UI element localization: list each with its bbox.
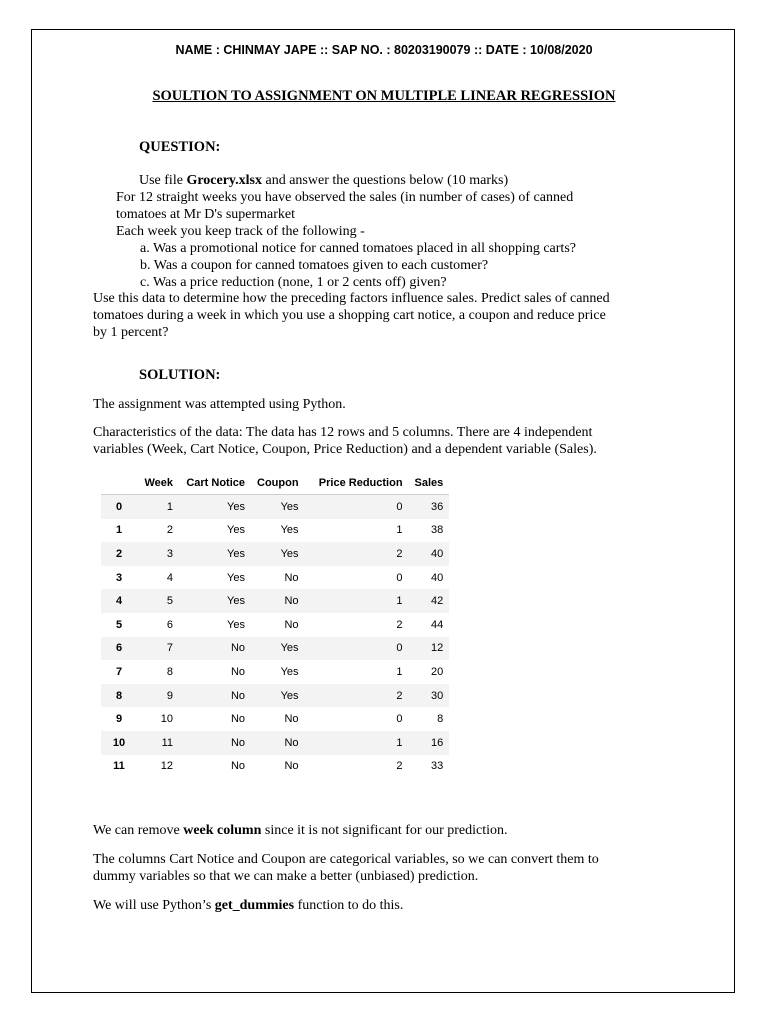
cart-notice-cell: Yes: [227, 524, 245, 537]
question-line-4: Each week you keep track of the following -: [116, 224, 365, 239]
solution-paragraph-2-line-1: Characteristics of the data: The data has 12 rows and 5 columns. There are 4 independent: [93, 425, 593, 440]
question-line-7: by 1 percent?: [93, 325, 169, 340]
solution-paragraph-4-line-1: The columns Cart Notice and Coupon are categorical variables, so we can convert them to: [93, 852, 599, 867]
price-reduction-cell: 2: [396, 760, 403, 773]
price-reduction-cell: 0: [305, 637, 409, 661]
week-cell: 11: [137, 731, 179, 755]
table-row: [101, 589, 449, 613]
week-cell: 1: [137, 495, 179, 519]
table-body: [101, 495, 449, 779]
solution-paragraph-1: The assignment was attempted using Python.: [93, 397, 346, 412]
coupon-cell: No: [251, 731, 305, 755]
cart-notice-cell: No: [230, 665, 245, 678]
column-header-coupon: Coupon: [251, 472, 305, 495]
price-reduction-cell: 2: [305, 542, 409, 566]
sales-cell: 36: [409, 495, 450, 519]
table-row: [101, 495, 449, 519]
price-reduction-cell: 0: [305, 495, 409, 519]
table-row: [101, 519, 449, 543]
column-header-week: Week: [137, 472, 179, 495]
coupon-cell: No: [284, 760, 299, 773]
cart-notice-cell: No: [179, 637, 251, 661]
row-index: 1: [115, 524, 123, 537]
cart-notice-cell: Yes: [227, 618, 245, 631]
row-index: 5: [115, 618, 123, 631]
row-index: 9: [115, 713, 123, 726]
question-line-6: tomatoes during a week in which you use a shopping cart notice, a coupon and reduce price: [93, 308, 606, 323]
table-row: [101, 660, 449, 684]
sales-cell: 16: [409, 731, 450, 755]
week-cell: 6: [166, 618, 173, 631]
solution-paragraph-2-line-2: variables (Week, Cart Notice, Coupon, Price Reduction) and a dependent variable (Sales).: [93, 442, 597, 457]
price-reduction-cell: 1: [396, 524, 403, 537]
coupon-cell: Yes: [251, 684, 305, 708]
table-row: [101, 707, 449, 731]
row-index: 7: [115, 665, 123, 678]
table-row: [101, 613, 449, 637]
cart-notice-cell: No: [179, 731, 251, 755]
coupon-cell: Yes: [251, 542, 305, 566]
question-line-5: Use this data to determine how the preceding factors influence sales. Predict sales of canned: [93, 291, 610, 306]
question-line-1: Use file Grocery.xlsx and answer the questions below (10 marks): [139, 173, 509, 188]
week-cell: 4: [166, 571, 173, 584]
coupon-cell: Yes: [280, 524, 299, 537]
week-cell: 12: [160, 760, 173, 773]
table-row: [101, 566, 449, 590]
cart-notice-cell: No: [230, 713, 245, 726]
sales-cell: 44: [431, 618, 444, 631]
row-index: 8: [101, 684, 137, 708]
sales-cell: 33: [431, 760, 444, 773]
week-cell: 9: [137, 684, 179, 708]
solution-paragraph-3: We can remove week column since it is not significant for our prediction.: [93, 823, 508, 838]
cart-notice-cell: Yes: [179, 495, 251, 519]
sales-cell: 40: [409, 542, 450, 566]
question-line-3: tomatoes at Mr D's supermarket: [116, 207, 296, 222]
row-index: 3: [115, 571, 123, 584]
sales-cell: 12: [409, 637, 450, 661]
solution-heading: SOLUTION:: [139, 367, 221, 383]
price-reduction-cell: 0: [396, 571, 403, 584]
solution-paragraph-4-line-2: dummy variables so that we can make a better (unbiased) prediction.: [93, 869, 479, 884]
column-header-cart-notice: Cart Notice: [179, 472, 251, 495]
week-cell: 7: [137, 637, 179, 661]
sales-cell: 30: [409, 684, 450, 708]
cart-notice-cell: Yes: [179, 589, 251, 613]
sales-cell: 8: [437, 713, 444, 726]
document-title: SOULTION TO ASSIGNMENT ON MULTIPLE LINEAR REGRESSION: [152, 88, 616, 104]
table-row: [101, 542, 449, 566]
cart-notice-cell: No: [230, 760, 245, 773]
price-reduction-cell: 0: [396, 713, 403, 726]
week-cell: 2: [166, 524, 173, 537]
coupon-cell: No: [284, 713, 299, 726]
week-cell: 10: [160, 713, 173, 726]
column-header-index: [101, 472, 137, 495]
week-cell: 5: [137, 589, 179, 613]
row-index: 6: [101, 637, 137, 661]
cart-notice-cell: No: [179, 684, 251, 708]
price-reduction-cell: 1: [305, 731, 409, 755]
question-item-b: b. Was a coupon for canned tomatoes given to each customer?: [140, 258, 489, 273]
question-item-c: c. Was a price reduction (none, 1 or 2 cents off) given?: [140, 275, 447, 290]
row-index: 10: [101, 731, 137, 755]
price-reduction-cell: 1: [396, 665, 403, 678]
row-index: 4: [101, 589, 137, 613]
sales-cell: 42: [409, 589, 450, 613]
grocery-data-table: [101, 472, 449, 778]
document-header: NAME : CHINMAY JAPE :: SAP NO. : 80203190079 :: DATE : 10/08/2020: [175, 43, 593, 57]
price-reduction-cell: 2: [305, 684, 409, 708]
table-row: [101, 755, 449, 779]
column-header-sales: Sales: [409, 472, 450, 495]
question-line-2: For 12 straight weeks you have observed the sales (in number of cases) of canned: [116, 190, 574, 205]
sales-cell: 20: [431, 665, 444, 678]
coupon-cell: Yes: [280, 665, 299, 678]
price-reduction-cell: 2: [396, 618, 403, 631]
coupon-cell: No: [284, 618, 299, 631]
solution-paragraph-5: We will use Python’s get_dummies function to do this.: [93, 898, 404, 913]
coupon-cell: Yes: [251, 637, 305, 661]
table-row: [101, 684, 449, 708]
sales-cell: 40: [431, 571, 444, 584]
coupon-cell: No: [284, 571, 299, 584]
table-header-row: [101, 472, 449, 495]
coupon-cell: No: [251, 589, 305, 613]
column-header-price-reduction: Price Reduction: [305, 472, 409, 495]
table-row: [101, 731, 449, 755]
question-heading: QUESTION:: [139, 139, 221, 155]
cart-notice-cell: Yes: [179, 542, 251, 566]
row-index: 11: [113, 760, 125, 773]
cart-notice-cell: Yes: [227, 571, 245, 584]
row-index: 0: [101, 495, 137, 519]
sales-cell: 38: [431, 524, 444, 537]
price-reduction-cell: 1: [305, 589, 409, 613]
week-cell: 3: [137, 542, 179, 566]
row-index: 2: [101, 542, 137, 566]
week-cell: 8: [166, 665, 173, 678]
coupon-cell: Yes: [251, 495, 305, 519]
table-row: [101, 637, 449, 661]
question-item-a: a. Was a promotional notice for canned tomatoes placed in all shopping carts?: [140, 241, 576, 256]
